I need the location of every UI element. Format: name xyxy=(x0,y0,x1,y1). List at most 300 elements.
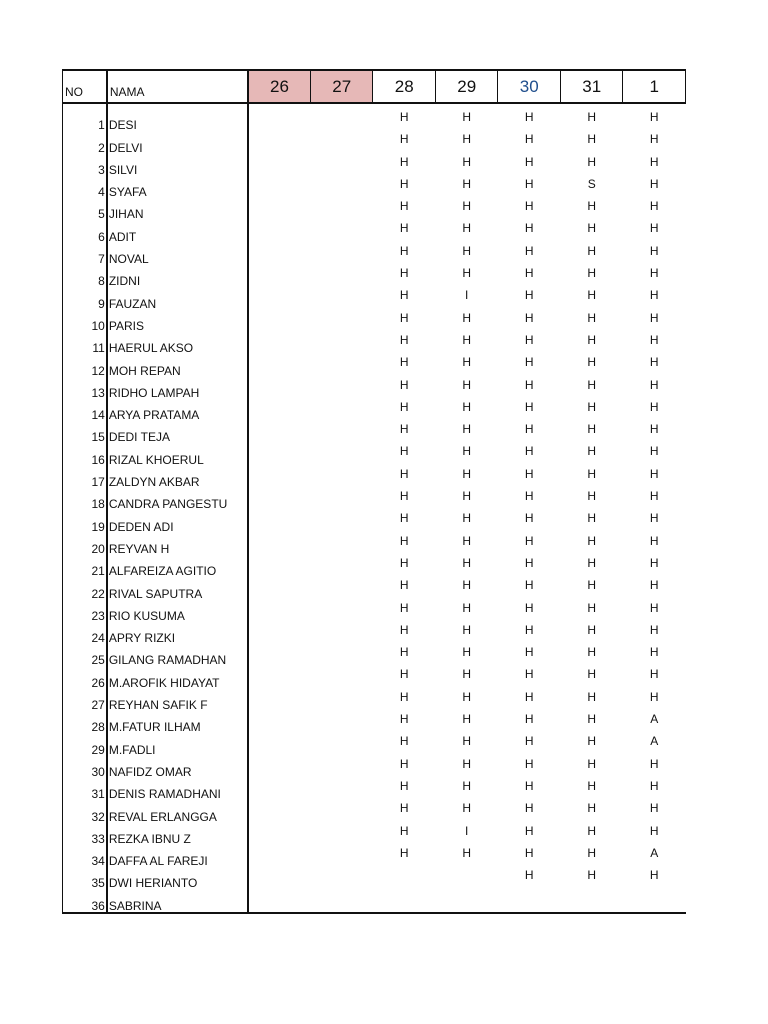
table-row xyxy=(63,421,686,443)
attendance-mark xyxy=(248,399,311,421)
attendance-mark: H xyxy=(524,332,534,347)
attendance-mark: H xyxy=(587,466,597,481)
table-row xyxy=(63,220,686,242)
attendance-mark: H xyxy=(399,823,409,838)
attendance-mark xyxy=(310,443,373,465)
attendance-mark: H xyxy=(399,243,409,258)
attendance-mark: H xyxy=(462,132,472,147)
student-name: RIO KUSUMA xyxy=(107,600,248,622)
row-number: 10 xyxy=(63,310,107,332)
attendance-mark: H xyxy=(587,266,597,281)
table-row xyxy=(63,622,686,644)
attendance-mark xyxy=(310,800,373,822)
attendance-mark xyxy=(310,243,373,265)
attendance-mark: H xyxy=(649,154,659,169)
row-number: 29 xyxy=(63,733,107,755)
attendance-mark: H xyxy=(587,667,597,682)
attendance-mark: H xyxy=(462,489,472,504)
table-row xyxy=(63,131,686,153)
attendance-mark xyxy=(310,176,373,198)
attendance-mark: H xyxy=(649,399,659,414)
attendance-mark: H xyxy=(524,868,534,883)
attendance-mark: H xyxy=(524,845,534,860)
attendance-mark: H xyxy=(462,310,472,325)
attendance-mark xyxy=(248,377,311,399)
attendance-mark: H xyxy=(587,355,597,370)
attendance-mark xyxy=(435,867,498,889)
attendance-mark xyxy=(248,823,311,845)
attendance-mark xyxy=(248,533,311,555)
table-row xyxy=(63,778,686,800)
table-row xyxy=(63,510,686,532)
row-number: 20 xyxy=(63,533,107,555)
row-number: 24 xyxy=(63,622,107,644)
attendance-mark xyxy=(310,666,373,688)
attendance-mark: H xyxy=(462,734,472,749)
attendance-mark: H xyxy=(462,332,472,347)
attendance-mark: H xyxy=(649,288,659,303)
attendance-mark: H xyxy=(399,154,409,169)
attendance-mark: H xyxy=(399,199,409,214)
attendance-mark xyxy=(498,889,561,912)
table-row xyxy=(63,756,686,778)
attendance-mark: H xyxy=(524,689,534,704)
attendance-mark: H xyxy=(649,868,659,883)
attendance-mark: H xyxy=(462,422,472,437)
row-number: 4 xyxy=(63,176,107,198)
attendance-mark xyxy=(248,867,311,889)
attendance-mark: H xyxy=(524,600,534,615)
table-row xyxy=(63,800,686,822)
column-header-day: 30 xyxy=(498,70,561,103)
attendance-mark: H xyxy=(587,756,597,771)
attendance-mark: H xyxy=(587,533,597,548)
attendance-mark: H xyxy=(399,399,409,414)
attendance-mark: H xyxy=(649,310,659,325)
table-row xyxy=(63,711,686,733)
attendance-mark: H xyxy=(399,555,409,570)
attendance-mark: H xyxy=(524,266,534,281)
student-name: GILANG RAMADHAN xyxy=(107,644,248,666)
student-name: DESI xyxy=(107,103,248,131)
table-row xyxy=(63,488,686,510)
row-number: 21 xyxy=(63,555,107,577)
student-name: DEDI TEJA xyxy=(107,421,248,443)
attendance-mark: H xyxy=(649,110,659,124)
attendance-mark: H xyxy=(399,778,409,793)
attendance-mark: H xyxy=(399,712,409,727)
student-name: FAUZAN xyxy=(107,287,248,309)
row-number: 32 xyxy=(63,800,107,822)
attendance-mark: H xyxy=(462,511,472,526)
attendance-mark xyxy=(248,889,311,912)
attendance-mark: H xyxy=(649,243,659,258)
attendance-mark xyxy=(248,103,311,131)
attendance-mark xyxy=(310,154,373,176)
attendance-mark: I xyxy=(465,288,469,303)
attendance-mark: H xyxy=(399,288,409,303)
attendance-mark: H xyxy=(587,221,597,236)
student-name: MOH REPAN xyxy=(107,354,248,376)
student-name: REYVAN H xyxy=(107,533,248,555)
attendance-mark: H xyxy=(462,154,472,169)
attendance-mark: H xyxy=(462,689,472,704)
attendance-mark: H xyxy=(399,689,409,704)
attendance-mark: I xyxy=(465,823,469,838)
attendance-mark: H xyxy=(524,533,534,548)
attendance-mark: H xyxy=(649,489,659,504)
attendance-mark: H xyxy=(649,466,659,481)
column-header-day: 1 xyxy=(623,70,686,103)
attendance-mark xyxy=(248,354,311,376)
row-number: 27 xyxy=(63,689,107,711)
student-name: REVAL ERLANGGA xyxy=(107,800,248,822)
attendance-mark: H xyxy=(587,199,597,214)
attendance-mark xyxy=(248,622,311,644)
row-number: 13 xyxy=(63,377,107,399)
attendance-mark: H xyxy=(649,823,659,838)
attendance-mark: H xyxy=(462,667,472,682)
attendance-mark: H xyxy=(524,243,534,258)
table-row xyxy=(63,466,686,488)
row-number: 19 xyxy=(63,510,107,532)
student-name: HAERUL AKSO xyxy=(107,332,248,354)
student-name: NOVAL xyxy=(107,243,248,265)
student-name: DAFFA AL FAREJI xyxy=(107,845,248,867)
attendance-mark: H xyxy=(587,712,597,727)
attendance-mark: H xyxy=(524,422,534,437)
attendance-mark: A xyxy=(650,712,659,727)
attendance-mark: H xyxy=(524,466,534,481)
attendance-mark: H xyxy=(399,801,409,816)
attendance-mark xyxy=(310,711,373,733)
attendance-mark xyxy=(248,689,311,711)
student-rows xyxy=(63,103,686,913)
attendance-mark xyxy=(248,756,311,778)
attendance-mark: H xyxy=(649,667,659,682)
attendance-mark: H xyxy=(462,801,472,816)
attendance-mark: H xyxy=(524,712,534,727)
row-number: 33 xyxy=(63,823,107,845)
attendance-mark xyxy=(248,778,311,800)
attendance-mark xyxy=(310,778,373,800)
attendance-mark: H xyxy=(462,645,472,660)
student-name: REZKA IBNU Z xyxy=(107,823,248,845)
attendance-mark: H xyxy=(399,266,409,281)
table-row xyxy=(63,733,686,755)
attendance-mark: H xyxy=(462,399,472,414)
table-row xyxy=(63,198,686,220)
attendance-mark xyxy=(310,644,373,666)
table-row xyxy=(63,243,686,265)
attendance-mark xyxy=(310,466,373,488)
table-row xyxy=(63,287,686,309)
attendance-mark: H xyxy=(524,555,534,570)
attendance-mark: H xyxy=(399,221,409,236)
student-name: DELVI xyxy=(107,131,248,153)
table-row xyxy=(63,666,686,688)
attendance-mark: H xyxy=(587,444,597,459)
attendance-mark: H xyxy=(462,533,472,548)
attendance-mark: H xyxy=(587,823,597,838)
table-row xyxy=(63,555,686,577)
attendance-mark: H xyxy=(462,622,472,637)
attendance-mark xyxy=(248,845,311,867)
attendance-mark: H xyxy=(399,110,409,124)
attendance-mark: H xyxy=(399,332,409,347)
attendance-mark: H xyxy=(524,199,534,214)
attendance-mark xyxy=(310,287,373,309)
attendance-mark xyxy=(248,800,311,822)
row-number: 9 xyxy=(63,287,107,309)
attendance-mark: H xyxy=(649,801,659,816)
table-row xyxy=(63,154,686,176)
attendance-mark: H xyxy=(462,756,472,771)
attendance-mark: H xyxy=(462,377,472,392)
row-number: 14 xyxy=(63,399,107,421)
row-number: 36 xyxy=(63,889,107,912)
attendance-mark: H xyxy=(587,243,597,258)
attendance-mark: H xyxy=(524,377,534,392)
table-row xyxy=(63,889,686,912)
row-number: 6 xyxy=(63,220,107,242)
attendance-mark: H xyxy=(399,622,409,637)
attendance-mark xyxy=(248,555,311,577)
row-number: 18 xyxy=(63,488,107,510)
attendance-mark: H xyxy=(399,355,409,370)
attendance-mark xyxy=(310,600,373,622)
attendance-mark: A xyxy=(650,845,659,860)
attendance-mark: H xyxy=(524,645,534,660)
attendance-mark xyxy=(310,867,373,889)
attendance-mark: H xyxy=(649,600,659,615)
table-row xyxy=(63,443,686,465)
row-number: 11 xyxy=(63,332,107,354)
attendance-mark: H xyxy=(399,645,409,660)
student-name: SABRINA xyxy=(107,889,248,912)
attendance-mark xyxy=(248,332,311,354)
attendance-mark: H xyxy=(399,489,409,504)
attendance-mark xyxy=(248,644,311,666)
row-number: 23 xyxy=(63,600,107,622)
table-row xyxy=(63,399,686,421)
student-name: APRY RIZKI xyxy=(107,622,248,644)
attendance-mark xyxy=(310,399,373,421)
attendance-mark: H xyxy=(399,511,409,526)
attendance-mark xyxy=(248,733,311,755)
attendance-mark: H xyxy=(587,422,597,437)
student-name: ALFAREIZA AGITIO xyxy=(107,555,248,577)
attendance-mark: H xyxy=(649,645,659,660)
attendance-mark: H xyxy=(462,266,472,281)
attendance-mark: H xyxy=(462,845,472,860)
attendance-mark xyxy=(248,600,311,622)
attendance-mark: H xyxy=(587,154,597,169)
attendance-mark: H xyxy=(649,578,659,593)
attendance-mark: H xyxy=(524,823,534,838)
attendance-mark: H xyxy=(649,689,659,704)
row-number: 3 xyxy=(63,154,107,176)
column-header-day: 28 xyxy=(373,70,436,103)
attendance-mark xyxy=(310,756,373,778)
student-name: ADIT xyxy=(107,220,248,242)
attendance-mark: H xyxy=(587,734,597,749)
attendance-mark: H xyxy=(462,578,472,593)
attendance-mark: H xyxy=(649,422,659,437)
row-number: 8 xyxy=(63,265,107,287)
attendance-mark: H xyxy=(462,110,472,124)
attendance-mark: H xyxy=(399,845,409,860)
attendance-mark: H xyxy=(649,533,659,548)
attendance-mark: H xyxy=(524,110,534,124)
attendance-mark xyxy=(310,622,373,644)
attendance-mark xyxy=(435,889,498,912)
student-name: SILVI xyxy=(107,154,248,176)
attendance-mark: H xyxy=(462,778,472,793)
attendance-mark: H xyxy=(587,399,597,414)
attendance-mark: H xyxy=(524,801,534,816)
attendance-mark: H xyxy=(649,266,659,281)
row-number: 26 xyxy=(63,666,107,688)
attendance-mark: H xyxy=(524,221,534,236)
attendance-mark xyxy=(310,265,373,287)
attendance-mark: H xyxy=(649,132,659,147)
header-row xyxy=(63,70,686,103)
column-header-no: NO xyxy=(63,70,107,103)
attendance-mark: H xyxy=(587,110,597,124)
attendance-mark xyxy=(310,510,373,532)
attendance-mark xyxy=(310,377,373,399)
attendance-mark xyxy=(248,577,311,599)
attendance-mark: H xyxy=(399,377,409,392)
attendance-mark xyxy=(248,711,311,733)
attendance-mark: H xyxy=(587,600,597,615)
attendance-mark: H xyxy=(587,645,597,660)
attendance-mark: H xyxy=(399,132,409,147)
attendance-mark xyxy=(310,555,373,577)
attendance-mark: H xyxy=(462,444,472,459)
row-number: 15 xyxy=(63,421,107,443)
attendance-mark: H xyxy=(587,689,597,704)
student-name: M.FATUR ILHAM xyxy=(107,711,248,733)
table-row xyxy=(63,689,686,711)
attendance-mark: H xyxy=(524,288,534,303)
attendance-mark: H xyxy=(399,444,409,459)
student-name: REYHAN SAFIK F xyxy=(107,689,248,711)
attendance-mark xyxy=(310,488,373,510)
attendance-mark: H xyxy=(587,845,597,860)
attendance-mark xyxy=(248,243,311,265)
attendance-mark: H xyxy=(524,399,534,414)
attendance-mark: H xyxy=(587,489,597,504)
column-header-day: 27 xyxy=(310,70,373,103)
attendance-mark: H xyxy=(649,756,659,771)
student-name: DEDEN ADI xyxy=(107,510,248,532)
attendance-mark xyxy=(310,220,373,242)
student-name: ZIDNI xyxy=(107,265,248,287)
attendance-mark: H xyxy=(587,511,597,526)
table-row xyxy=(63,845,686,867)
attendance-mark xyxy=(248,488,311,510)
attendance-mark: H xyxy=(524,667,534,682)
attendance-mark: H xyxy=(587,288,597,303)
attendance-mark xyxy=(248,510,311,532)
attendance-mark xyxy=(310,354,373,376)
attendance-mark: H xyxy=(462,555,472,570)
attendance-mark xyxy=(248,443,311,465)
attendance-mark xyxy=(310,733,373,755)
attendance-mark: H xyxy=(524,176,534,191)
student-name: RIDHO LAMPAH xyxy=(107,377,248,399)
attendance-mark: H xyxy=(399,667,409,682)
attendance-mark xyxy=(310,577,373,599)
student-name: PARIS xyxy=(107,310,248,332)
attendance-mark: H xyxy=(524,310,534,325)
attendance-mark xyxy=(310,689,373,711)
attendance-mark xyxy=(310,823,373,845)
table-row xyxy=(63,354,686,376)
attendance-mark: H xyxy=(462,199,472,214)
attendance-mark: H xyxy=(649,444,659,459)
student-name: CANDRA PANGESTU xyxy=(107,488,248,510)
attendance-mark: H xyxy=(587,778,597,793)
student-name: DWI HERIANTO xyxy=(107,867,248,889)
attendance-mark: H xyxy=(587,622,597,637)
attendance-mark xyxy=(248,198,311,220)
attendance-mark: H xyxy=(524,578,534,593)
attendance-mark: A xyxy=(650,734,659,749)
attendance-mark: S xyxy=(587,176,596,191)
row-number: 12 xyxy=(63,354,107,376)
attendance-mark: H xyxy=(524,489,534,504)
attendance-mark: H xyxy=(462,712,472,727)
attendance-mark: H xyxy=(399,756,409,771)
row-number: 30 xyxy=(63,756,107,778)
student-name: ARYA PRATAMA xyxy=(107,399,248,421)
student-name: NAFIDZ OMAR xyxy=(107,756,248,778)
row-number: 5 xyxy=(63,198,107,220)
row-number: 25 xyxy=(63,644,107,666)
table-row xyxy=(63,533,686,555)
attendance-mark xyxy=(310,889,373,912)
attendance-mark: H xyxy=(587,555,597,570)
attendance-mark: H xyxy=(524,756,534,771)
student-name: DENIS RAMADHANI xyxy=(107,778,248,800)
student-name: SYAFA xyxy=(107,176,248,198)
attendance-mark: H xyxy=(524,511,534,526)
table-row xyxy=(63,823,686,845)
column-header-day: 31 xyxy=(560,70,623,103)
attendance-mark: H xyxy=(462,600,472,615)
row-number: 16 xyxy=(63,443,107,465)
table-row xyxy=(63,577,686,599)
row-number: 1 xyxy=(63,103,107,131)
attendance-mark: H xyxy=(462,176,472,191)
attendance-mark: H xyxy=(587,132,597,147)
attendance-mark xyxy=(248,220,311,242)
attendance-mark xyxy=(248,176,311,198)
attendance-mark xyxy=(310,533,373,555)
attendance-table xyxy=(62,69,686,914)
attendance-mark xyxy=(310,198,373,220)
attendance-mark: H xyxy=(587,868,597,883)
student-name: M.FADLI xyxy=(107,733,248,755)
attendance-mark xyxy=(248,265,311,287)
attendance-mark: H xyxy=(462,355,472,370)
attendance-mark: H xyxy=(399,734,409,749)
row-number: 28 xyxy=(63,711,107,733)
attendance-mark: H xyxy=(524,355,534,370)
